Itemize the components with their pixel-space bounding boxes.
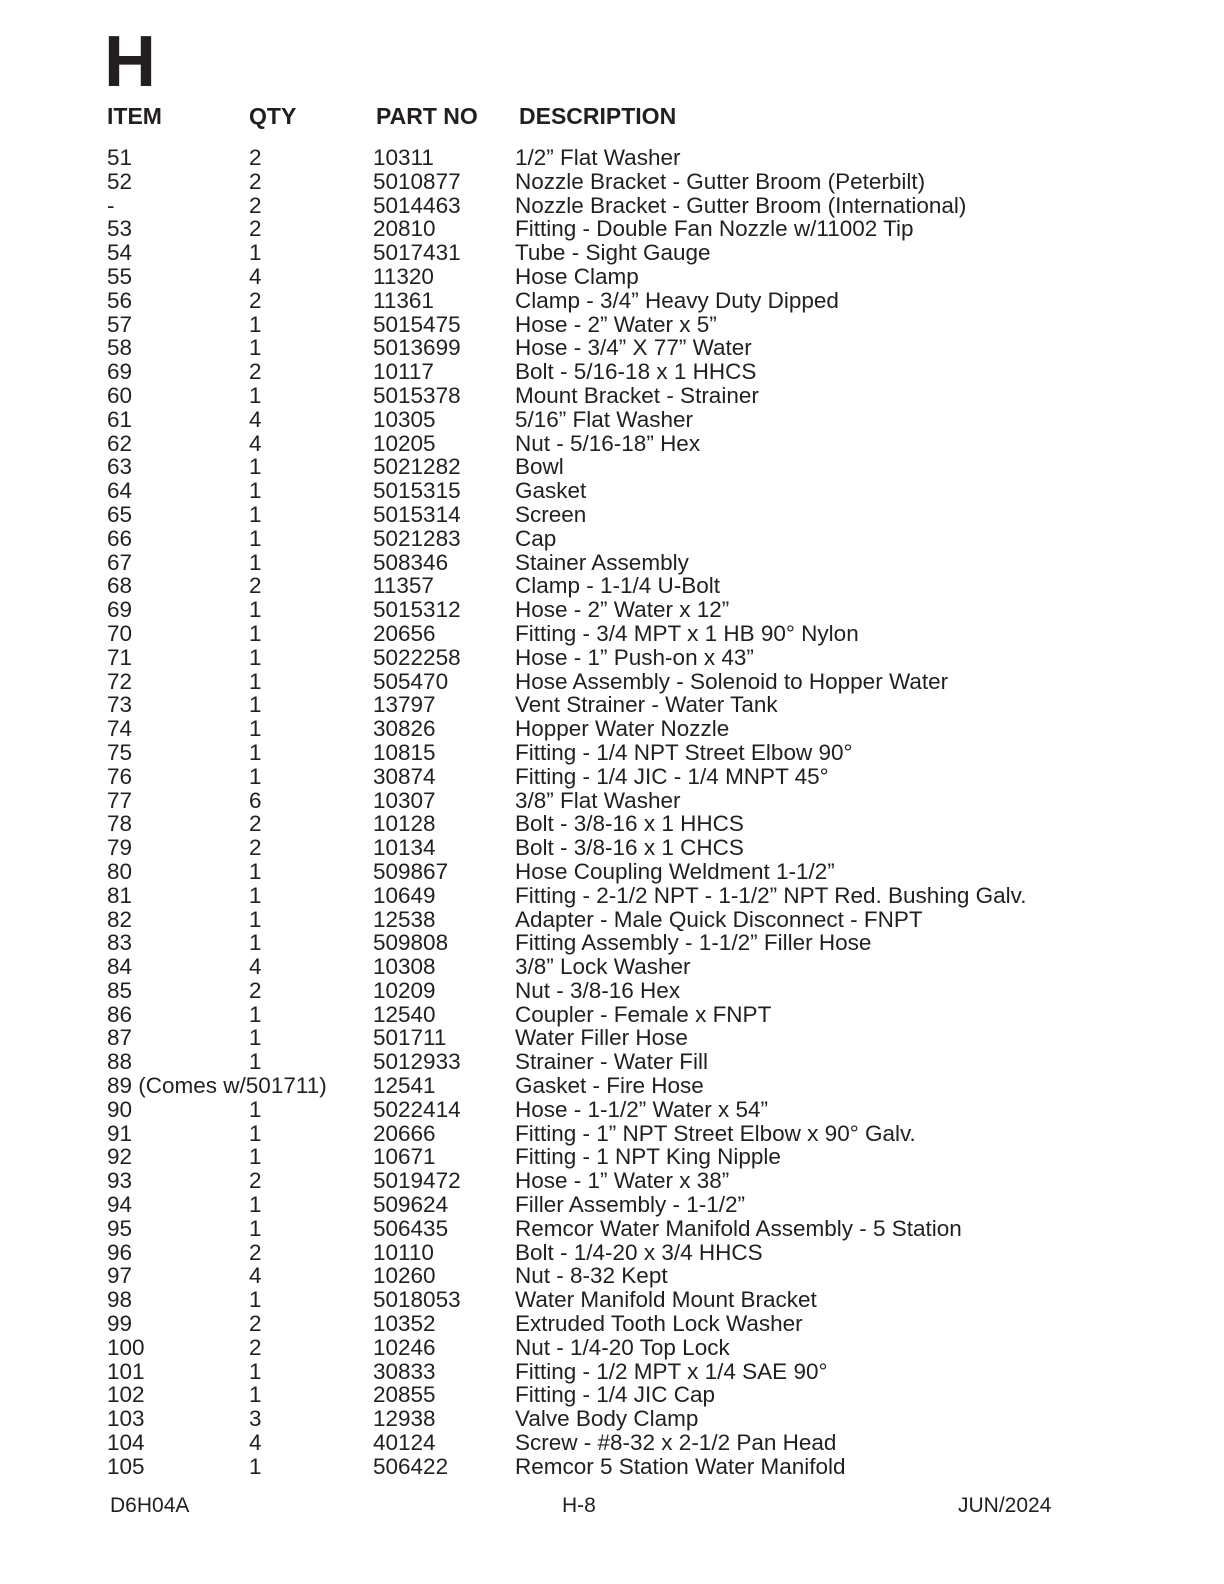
quantity: 1 — [249, 549, 262, 575]
description: Gasket - Fire Hose — [515, 1073, 704, 1099]
item-number: 81 — [107, 882, 133, 908]
part-number: 506422 — [373, 1453, 449, 1479]
part-number: 5018053 — [373, 1287, 461, 1313]
quantity: 1 — [249, 644, 262, 670]
part-number: 10307 — [373, 787, 436, 813]
part-number: 12541 — [373, 1073, 436, 1099]
item-number: 55 — [107, 263, 133, 289]
item-number: 94 — [107, 1192, 133, 1218]
part-number: 10134 — [373, 835, 436, 861]
item-number: 88 — [107, 1049, 133, 1075]
part-number: 10308 — [373, 954, 436, 980]
table-row — [0, 765, 1224, 789]
part-number: 30826 — [373, 716, 436, 742]
quantity: 1 — [249, 763, 262, 789]
description: Fitting - 1/2 MPT x 1/4 SAE 90° — [515, 1358, 828, 1384]
part-number: 5015475 — [373, 311, 461, 337]
description: Hose - 1-1/2” Water x 54” — [515, 1096, 768, 1122]
description: Nut - 1/4-20 Top Lock — [515, 1334, 730, 1360]
table-row — [0, 812, 1224, 836]
part-number: 12938 — [373, 1406, 436, 1432]
table-row — [0, 1431, 1224, 1455]
description: Hose Assembly - Solenoid to Hopper Water — [515, 668, 949, 694]
table-row — [0, 336, 1224, 360]
item-number: 97 — [107, 1263, 133, 1289]
item-number: 98 — [107, 1287, 133, 1313]
description: Bolt - 3/8-16 x 1 HHCS — [515, 811, 744, 837]
item-number: 58 — [107, 335, 133, 361]
quantity: 2 — [249, 216, 262, 242]
item-number: 66 — [107, 525, 133, 551]
description: Hopper Water Nozzle — [515, 716, 730, 742]
table-row — [0, 1360, 1224, 1384]
item-number: 65 — [107, 501, 133, 527]
description: Extruded Tooth Lock Washer — [515, 1311, 803, 1337]
part-number: 40124 — [373, 1430, 436, 1456]
table-row — [0, 574, 1224, 598]
description: Adapter - Male Quick Disconnect - FNPT — [515, 906, 923, 932]
item-number: 73 — [107, 692, 133, 718]
description: Fitting - 1/4 JIC Cap — [515, 1382, 716, 1408]
item-number: 77 — [107, 787, 133, 813]
table-row — [0, 1407, 1224, 1431]
part-number: 11320 — [373, 263, 434, 289]
description: 1/2” Flat Washer — [515, 145, 681, 170]
description: Fitting Assembly - 1-1/2” Filler Hose — [515, 930, 872, 956]
quantity: 2 — [249, 145, 262, 170]
table-row — [0, 503, 1224, 527]
part-number: 30874 — [373, 763, 436, 789]
quantity: 2 — [249, 1311, 262, 1337]
quantity: 1 — [249, 668, 262, 694]
quantity: 1 — [249, 930, 262, 956]
page-number: H-8 — [562, 1494, 596, 1517]
item-number: 69 — [107, 597, 133, 623]
item-number: 75 — [107, 739, 133, 765]
part-number: 10260 — [373, 1263, 436, 1289]
quantity: 1 — [249, 882, 262, 908]
item-number: 74 — [107, 716, 133, 742]
item-number: 104 — [107, 1430, 145, 1456]
item-number: 93 — [107, 1168, 133, 1194]
item-number: 69 — [107, 359, 133, 385]
quantity: 2 — [249, 1168, 262, 1194]
description: Stainer Assembly — [515, 549, 689, 575]
quantity: 2 — [249, 1334, 262, 1360]
table-row — [0, 194, 1224, 218]
table-row — [0, 1264, 1224, 1288]
item-number: 64 — [107, 478, 133, 504]
table-row — [0, 884, 1224, 908]
table-row — [0, 455, 1224, 479]
description: Fitting - 1” NPT Street Elbow x 90° Galv. — [515, 1120, 916, 1146]
item-number: 91 — [107, 1120, 133, 1146]
quantity: 6 — [249, 787, 262, 813]
description: Mount Bracket - Strainer — [515, 382, 759, 408]
part-number: 20810 — [373, 216, 436, 242]
description: Hose - 2” Water x 5” — [515, 311, 717, 337]
item-number: 102 — [107, 1382, 145, 1408]
item-number: 103 — [107, 1406, 145, 1432]
quantity: 1 — [249, 1358, 262, 1384]
description: Vent Strainer - Water Tank — [515, 692, 778, 718]
table-row — [0, 741, 1224, 765]
item-number: 86 — [107, 1001, 133, 1027]
table-row — [0, 979, 1224, 1003]
part-number: 509808 — [373, 930, 449, 956]
part-number: 5015314 — [373, 501, 461, 527]
table-row — [0, 551, 1224, 575]
description: Strainer - Water Fill — [515, 1049, 708, 1075]
part-number: 12540 — [373, 1001, 436, 1027]
item-number: 101 — [107, 1358, 145, 1384]
table-row — [0, 265, 1224, 289]
item-number: 79 — [107, 835, 133, 861]
quantity: 4 — [249, 1263, 262, 1289]
quantity: 1 — [249, 1215, 262, 1241]
part-number: 20666 — [373, 1120, 436, 1146]
part-number: 5015315 — [373, 478, 461, 504]
table-row — [0, 360, 1224, 384]
item-number: 68 — [107, 573, 133, 599]
quantity: 2 — [249, 359, 262, 385]
part-number: 10209 — [373, 977, 436, 1003]
description: Bolt - 5/16-18 x 1 HHCS — [515, 359, 757, 385]
item-number: 52 — [107, 168, 133, 194]
table-row — [0, 170, 1224, 194]
table-row — [0, 836, 1224, 860]
quantity: 1 — [249, 525, 262, 551]
table-row — [0, 717, 1224, 741]
quantity: 1 — [249, 1049, 262, 1075]
quantity: 1 — [249, 1192, 262, 1218]
quantity: 2 — [249, 573, 262, 599]
item-number: 51 — [107, 145, 133, 170]
table-row — [0, 479, 1224, 503]
table-row — [0, 1193, 1224, 1217]
part-number: 20656 — [373, 620, 436, 646]
item-number: 76 — [107, 763, 133, 789]
description: Nozzle Bracket - Gutter Broom (Peterbilt) — [515, 168, 926, 194]
parts-list — [0, 146, 1224, 1479]
item-number: 72 — [107, 668, 133, 694]
quantity: 1 — [249, 597, 262, 623]
part-number: 10649 — [373, 882, 436, 908]
column-header-qty: QTY — [249, 103, 297, 129]
description: Remcor 5 Station Water Manifold — [515, 1453, 846, 1479]
quantity: 2 — [249, 811, 262, 837]
part-number: 5013699 — [373, 335, 461, 361]
part-number: 10815 — [373, 739, 436, 765]
description: Fitting - 1/4 JIC - 1/4 MNPT 45° — [515, 763, 829, 789]
column-header-item: ITEM — [107, 103, 162, 129]
part-number: 10311 — [373, 145, 434, 170]
item-number: 90 — [107, 1096, 133, 1122]
item-number: 87 — [107, 1025, 133, 1051]
description: Fitting - 2-1/2 NPT - 1-1/2” NPT Red. Bushing Galv. — [515, 882, 1027, 908]
table-row — [0, 146, 1224, 170]
table-row — [0, 1455, 1224, 1479]
description: Clamp - 3/4” Heavy Duty Dipped — [515, 287, 839, 313]
table-row — [0, 1026, 1224, 1050]
description: Gasket — [515, 478, 587, 504]
item-number: 61 — [107, 406, 133, 432]
description: Coupler - Female x FNPT — [515, 1001, 772, 1027]
item-number: 92 — [107, 1144, 133, 1170]
table-row — [0, 693, 1224, 717]
item-number: 60 — [107, 382, 133, 408]
description: 5/16” Flat Washer — [515, 406, 693, 432]
table-row — [0, 527, 1224, 551]
table-row — [0, 313, 1224, 337]
item-number: 53 — [107, 216, 133, 242]
part-number: 30833 — [373, 1358, 436, 1384]
part-number: 5019472 — [373, 1168, 461, 1194]
item-number: - — [107, 192, 115, 218]
column-header-part-no: PART NO — [376, 103, 478, 129]
quantity: 1 — [249, 1382, 262, 1408]
table-row — [0, 908, 1224, 932]
table-row — [0, 860, 1224, 884]
part-number: 505470 — [373, 668, 449, 694]
quantity: 1 — [249, 478, 262, 504]
item-number: 82 — [107, 906, 133, 932]
item-number: 95 — [107, 1215, 133, 1241]
description: Hose Clamp — [515, 263, 639, 289]
quantity: 1 — [249, 240, 262, 266]
description: Fitting - Double Fan Nozzle w/11002 Tip — [515, 216, 914, 242]
quantity: 1 — [249, 739, 262, 765]
part-number: 12538 — [373, 906, 436, 932]
quantity: 4 — [249, 263, 262, 289]
part-number: 10205 — [373, 430, 436, 456]
item-number: 54 — [107, 240, 133, 266]
description: Fitting - 1 NPT King Nipple — [515, 1144, 781, 1170]
description: Hose - 2” Water x 12” — [515, 597, 730, 623]
description: Water Manifold Mount Bracket — [515, 1287, 817, 1313]
part-number: 10305 — [373, 406, 436, 432]
item-number: 100 — [107, 1334, 145, 1360]
table-row — [0, 789, 1224, 813]
quantity: 2 — [249, 977, 262, 1003]
table-row — [0, 289, 1224, 313]
part-number: 5015378 — [373, 382, 461, 408]
table-row — [0, 1169, 1224, 1193]
table-row — [0, 1050, 1224, 1074]
item-number: 99 — [107, 1311, 133, 1337]
description: Valve Body Clamp — [515, 1406, 699, 1432]
part-number: 20855 — [373, 1382, 436, 1408]
description: Clamp - 1-1/4 U-Bolt — [515, 573, 721, 599]
quantity: 4 — [249, 430, 262, 456]
description: Water Filler Hose — [515, 1025, 688, 1051]
item-number: 57 — [107, 311, 133, 337]
table-row — [0, 1074, 1224, 1098]
quantity: 2 — [249, 168, 262, 194]
part-number: 10671 — [373, 1144, 436, 1170]
item-number: 89 (Comes w/501711) — [107, 1073, 327, 1099]
item-number: 63 — [107, 454, 133, 480]
part-number: 508346 — [373, 549, 449, 575]
description: Remcor Water Manifold Assembly - 5 Station — [515, 1215, 962, 1241]
part-number: 509867 — [373, 858, 449, 884]
part-number: 11361 — [373, 287, 434, 313]
item-number: 96 — [107, 1239, 133, 1265]
item-number: 83 — [107, 930, 133, 956]
quantity: 2 — [249, 192, 262, 218]
table-row — [0, 1241, 1224, 1265]
part-number: 5021283 — [373, 525, 461, 551]
quantity: 4 — [249, 954, 262, 980]
table-row — [0, 1122, 1224, 1146]
quantity: 1 — [249, 311, 262, 337]
quantity: 2 — [249, 287, 262, 313]
quantity: 1 — [249, 1001, 262, 1027]
item-number: 105 — [107, 1453, 145, 1479]
description: Nut - 5/16-18” Hex — [515, 430, 701, 456]
quantity: 1 — [249, 1287, 262, 1313]
part-number: 501711 — [373, 1025, 447, 1051]
table-row — [0, 217, 1224, 241]
part-number: 10110 — [373, 1239, 434, 1265]
description: Cap — [515, 525, 557, 551]
item-number: 80 — [107, 858, 133, 884]
item-number: 62 — [107, 430, 133, 456]
description: Tube - Sight Gauge — [515, 240, 711, 266]
item-number: 78 — [107, 811, 133, 837]
quantity: 1 — [249, 1096, 262, 1122]
part-number: 10117 — [373, 359, 434, 385]
table-row — [0, 1098, 1224, 1122]
table-row — [0, 384, 1224, 408]
description: Screen — [515, 501, 587, 527]
document-code: D6H04A — [110, 1494, 190, 1517]
quantity: 2 — [249, 1239, 262, 1265]
part-number: 13797 — [373, 692, 436, 718]
table-row — [0, 931, 1224, 955]
quantity: 1 — [249, 1144, 262, 1170]
quantity: 1 — [249, 335, 262, 361]
table-row — [0, 1312, 1224, 1336]
table-row — [0, 408, 1224, 432]
quantity: 1 — [249, 906, 262, 932]
part-number: 509624 — [373, 1192, 449, 1218]
part-number: 5022258 — [373, 644, 461, 670]
table-row — [0, 1217, 1224, 1241]
item-number: 67 — [107, 549, 133, 575]
quantity: 1 — [249, 454, 262, 480]
item-number: 70 — [107, 620, 133, 646]
description: 3/8” Flat Washer — [515, 787, 681, 813]
item-number: 71 — [107, 644, 133, 670]
description: Bolt - 3/8-16 x 1 CHCS — [515, 835, 744, 861]
revision-date: JUN/2024 — [958, 1494, 1052, 1517]
description: Fitting - 1/4 NPT Street Elbow 90° — [515, 739, 853, 765]
description: Nozzle Bracket - Gutter Broom (International) — [515, 192, 967, 218]
table-row — [0, 646, 1224, 670]
table-row — [0, 1336, 1224, 1360]
quantity: 1 — [249, 382, 262, 408]
quantity: 1 — [249, 1025, 262, 1051]
quantity: 3 — [249, 1406, 262, 1432]
table-row — [0, 241, 1224, 265]
description: Bolt - 1/4-20 x 3/4 HHCS — [515, 1239, 763, 1265]
part-number: 5022414 — [373, 1096, 461, 1122]
table-row — [0, 1003, 1224, 1027]
quantity: 1 — [249, 1120, 262, 1146]
description: Screw - #8-32 x 2-1/2 Pan Head — [515, 1430, 837, 1456]
part-number: 5021282 — [373, 454, 461, 480]
part-number: 5017431 — [373, 240, 461, 266]
table-row — [0, 622, 1224, 646]
quantity: 1 — [249, 716, 262, 742]
part-number: 10246 — [373, 1334, 436, 1360]
description: Hose Coupling Weldment 1-1/2” — [515, 858, 835, 884]
quantity: 1 — [249, 858, 262, 884]
description: Hose - 3/4” X 77” Water — [515, 335, 752, 361]
table-row — [0, 955, 1224, 979]
column-header-description: DESCRIPTION — [519, 103, 677, 129]
item-number: 56 — [107, 287, 133, 313]
quantity: 1 — [249, 692, 262, 718]
part-number: 5012933 — [373, 1049, 461, 1075]
item-number: 85 — [107, 977, 133, 1003]
quantity: 1 — [249, 1453, 262, 1479]
description: Fitting - 3/4 MPT x 1 HB 90° Nylon — [515, 620, 859, 646]
quantity: 1 — [249, 620, 262, 646]
part-number: 5010877 — [373, 168, 461, 194]
description: Hose - 1” Push-on x 43” — [515, 644, 754, 670]
quantity: 4 — [249, 406, 262, 432]
part-number: 5014463 — [373, 192, 461, 218]
table-row — [0, 670, 1224, 694]
part-number: 10352 — [373, 1311, 436, 1337]
description: Hose - 1” Water x 38” — [515, 1168, 730, 1194]
table-row — [0, 432, 1224, 456]
part-number: 506435 — [373, 1215, 449, 1241]
description: 3/8” Lock Washer — [515, 954, 691, 980]
table-row — [0, 1288, 1224, 1312]
part-number: 10128 — [373, 811, 436, 837]
description: Nut - 8-32 Kept — [515, 1263, 668, 1289]
description: Nut - 3/8-16 Hex — [515, 977, 681, 1003]
section-letter: H — [104, 22, 154, 102]
part-number: 11357 — [373, 573, 434, 599]
table-row — [0, 1383, 1224, 1407]
description: Filler Assembly - 1-1/2” — [515, 1192, 746, 1218]
table-row — [0, 1145, 1224, 1169]
description: Bowl — [515, 454, 564, 480]
quantity: 2 — [249, 835, 262, 861]
quantity: 1 — [249, 501, 262, 527]
item-number: 84 — [107, 954, 133, 980]
table-row — [0, 598, 1224, 622]
part-number: 5015312 — [373, 597, 461, 623]
quantity: 4 — [249, 1430, 262, 1456]
